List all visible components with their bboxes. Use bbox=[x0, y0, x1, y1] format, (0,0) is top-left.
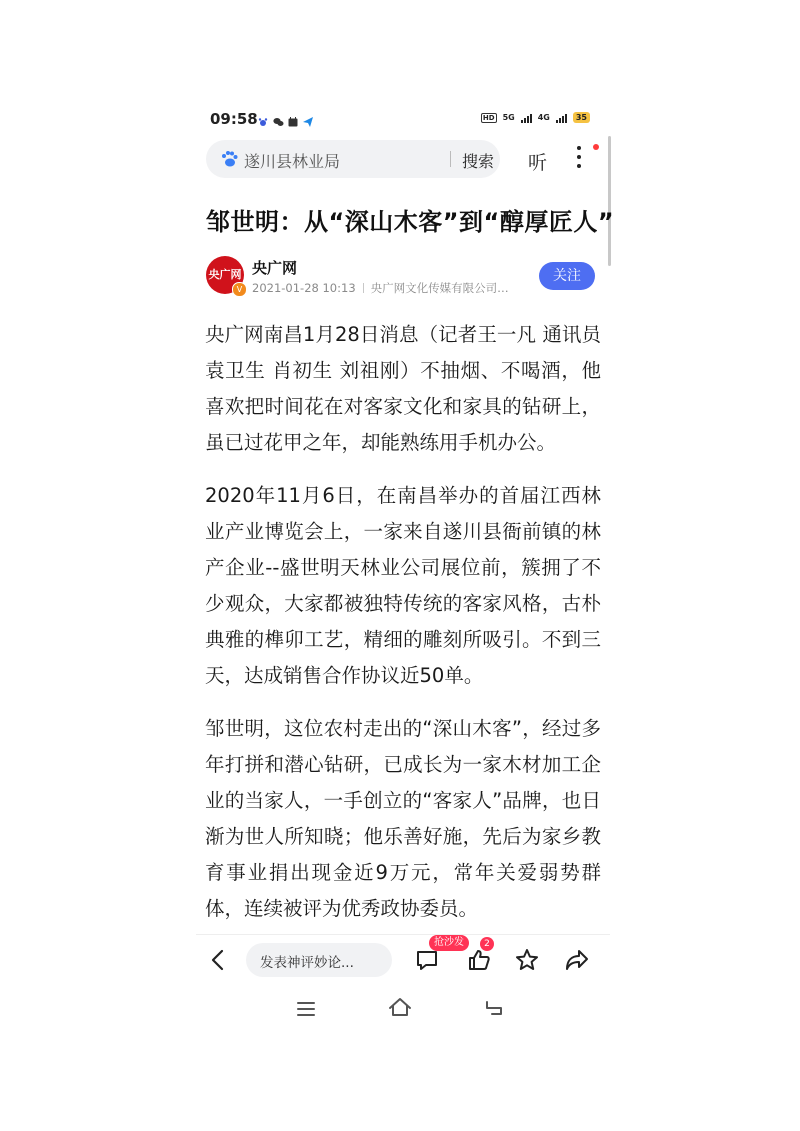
baidu-paw-icon bbox=[220, 151, 238, 167]
menu-icon[interactable] bbox=[296, 1000, 316, 1018]
signal-4g-icon bbox=[556, 113, 567, 123]
article-paragraph: 邹世明，这位农村走出的“深山木客”，经过多年打拼和潜心钻研，已成长为一家木材加工企业的当家人，一手创立的“客家人”品牌，也日渐为世人所知晓；他乐善好施，先后为家乡教育事业捐出现金近9万元，常年关爱弱势群体，连续被评为优秀政协委员。 bbox=[205, 717, 601, 920]
comment-input[interactable] bbox=[246, 943, 392, 977]
network-5g-label: 5G bbox=[502, 113, 515, 122]
article-body bbox=[205, 317, 601, 944]
calendar-notification-icon bbox=[288, 112, 298, 122]
publish-date: 2021-01-28 10:13 bbox=[252, 281, 356, 295]
comment-placeholder: 发表神评妙论... bbox=[260, 955, 354, 971]
listen-button[interactable]: 听 bbox=[528, 152, 548, 174]
publisher-name: 央广网文化传媒有限公司… bbox=[370, 281, 509, 295]
back-arrow-icon[interactable] bbox=[208, 949, 228, 971]
phone-screen bbox=[196, 100, 615, 1040]
search-input[interactable] bbox=[206, 140, 500, 178]
status-indicators bbox=[481, 112, 590, 123]
more-menu-icon[interactable] bbox=[576, 146, 582, 172]
battery-icon: 35 bbox=[573, 112, 590, 123]
notification-dot bbox=[593, 144, 599, 150]
favorite-star-icon[interactable] bbox=[514, 947, 540, 973]
signal-5g-icon bbox=[521, 113, 532, 123]
bottom-action-bar bbox=[196, 934, 610, 987]
wechat-notification-icon bbox=[273, 112, 283, 122]
verified-icon: V bbox=[232, 282, 247, 297]
nav-back-icon[interactable] bbox=[484, 999, 504, 1017]
article-meta bbox=[252, 280, 509, 296]
system-nav-bar bbox=[196, 996, 610, 1026]
author-name[interactable]: 央广网 bbox=[252, 259, 298, 277]
sofa-badge: 抢沙发 bbox=[429, 935, 469, 951]
article-title: 邹世明：从“深山木客”到“醇厚匠人” bbox=[206, 208, 615, 236]
search-header bbox=[196, 140, 610, 180]
status-bar bbox=[196, 108, 610, 132]
scrollbar[interactable] bbox=[608, 136, 611, 266]
share-icon[interactable] bbox=[564, 947, 590, 973]
author-avatar[interactable]: 央广网 bbox=[206, 256, 244, 294]
notification-icons bbox=[258, 112, 313, 122]
home-icon[interactable] bbox=[388, 996, 412, 1018]
search-button[interactable]: 搜索 bbox=[462, 152, 495, 171]
hd-icon: HD bbox=[482, 113, 495, 122]
article-paragraph: 央广网南昌1月28日消息（记者王一凡 通讯员袁卫生 肖初生 刘祖刚）不抽烟、不喝酒，他喜欢把时间花在对客家文化和家具的钻研上，虽已过花甲之年，却能熟练用手机办公。 bbox=[205, 323, 601, 454]
send-notification-icon bbox=[303, 112, 313, 122]
article-paragraph: 2020年11月6日，在南昌举办的首届江西林业产业博览会上，一家来自遂川县衙前镇的林产企业--盛世明天林业公司展位前，簇拥了不少观众，大家都被独特传统的客家风格，古朴典雅的榫卯工艺，精细的雕刻所吸引。不到三天，达成销售合作协议近50单。 bbox=[205, 484, 601, 687]
search-query-text: 遂川县林业局 bbox=[244, 152, 341, 171]
author-bar bbox=[196, 256, 610, 298]
network-4g-label: 4G bbox=[537, 113, 550, 122]
search-divider bbox=[450, 151, 451, 167]
baidu-notification-icon bbox=[258, 112, 268, 122]
follow-button[interactable]: 关注 bbox=[539, 262, 595, 290]
status-time: 09:58 bbox=[210, 110, 258, 128]
like-count-badge: 2 bbox=[480, 937, 494, 951]
